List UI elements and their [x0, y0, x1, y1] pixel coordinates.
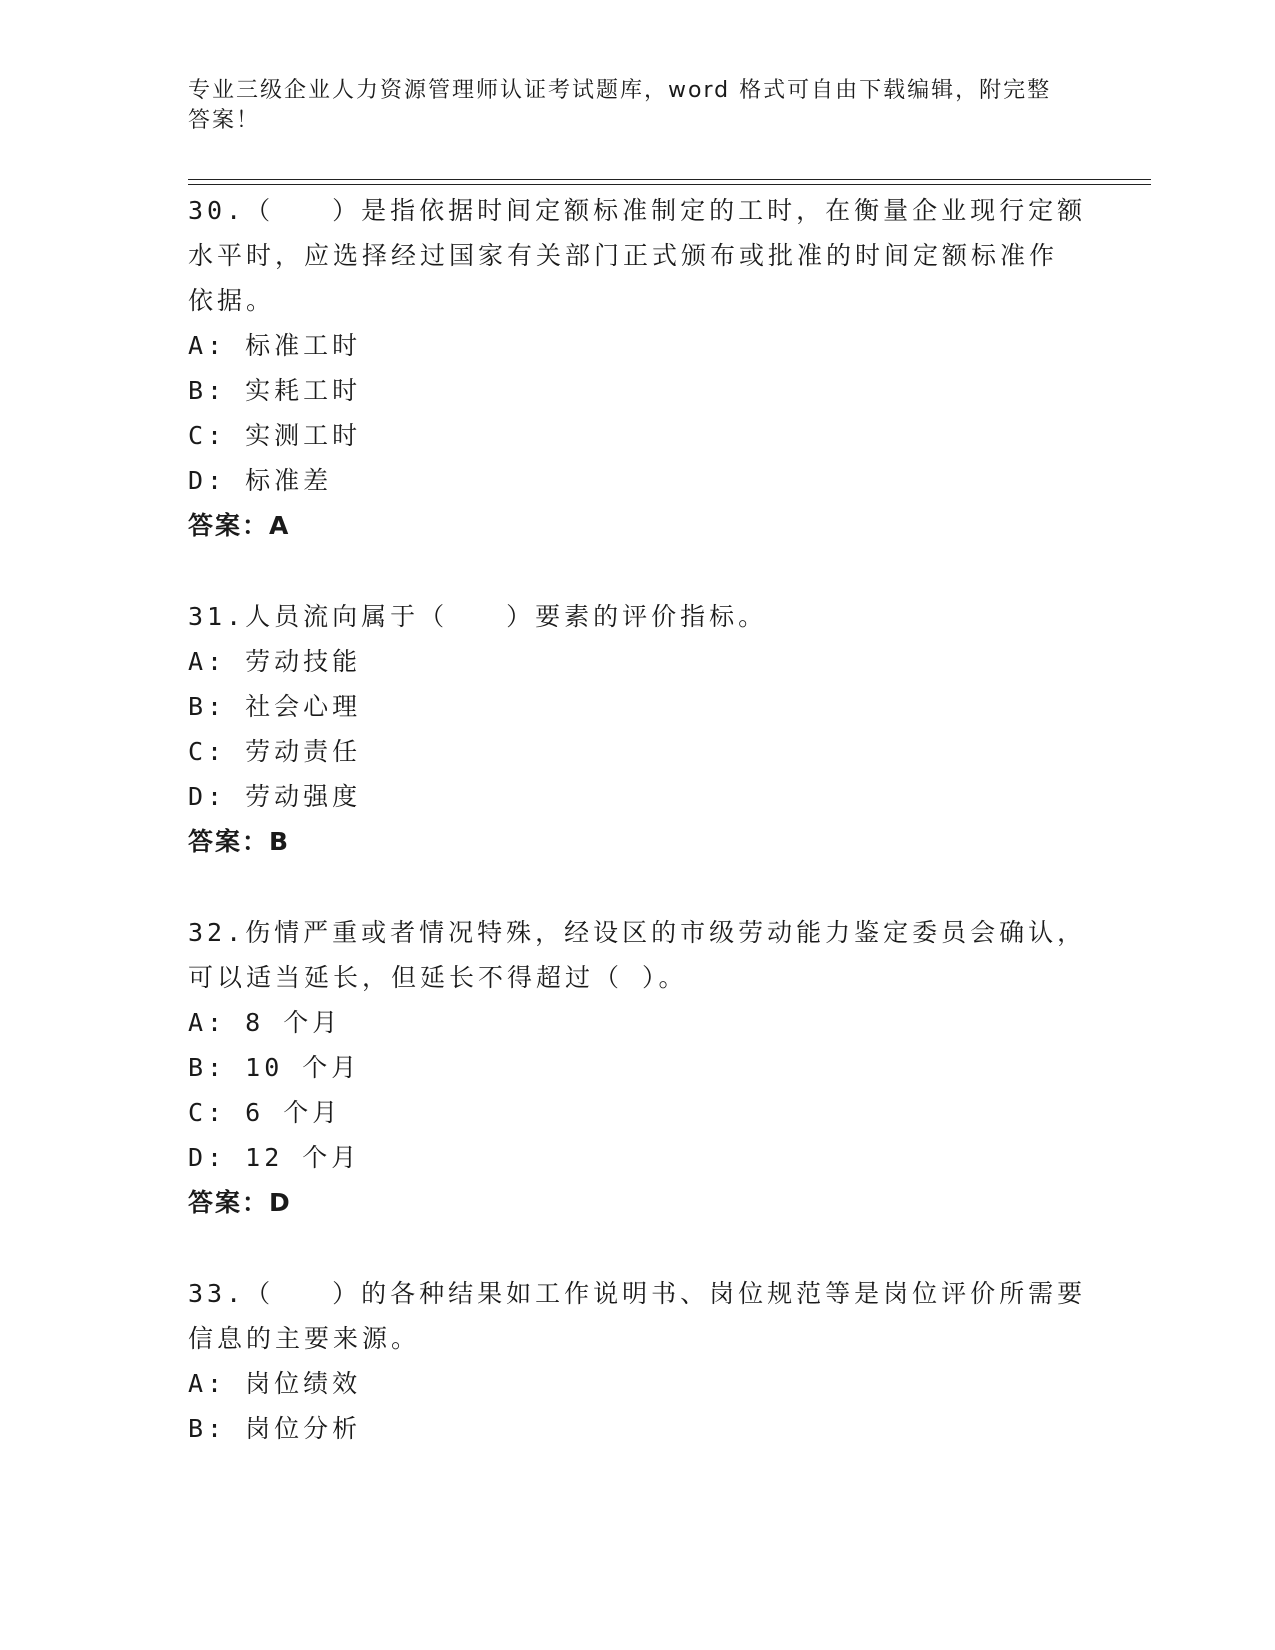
option-a: A: 岗位绩效 [188, 1369, 362, 1398]
option-b: B: 10 个月 [188, 1053, 361, 1082]
question-31 [188, 594, 1088, 864]
header-rule-bottom [188, 184, 1151, 185]
answer-label: 答案：D [188, 1188, 292, 1217]
option-a: A: 8 个月 [188, 1008, 342, 1037]
question-stem [188, 188, 1088, 323]
option-b: B: 实耗工时 [188, 376, 362, 405]
header-rule-top [188, 179, 1151, 180]
stem-line: 依据。 [188, 286, 276, 315]
question-list [188, 188, 1088, 1497]
option-d: D: 劳动强度 [188, 782, 362, 811]
option-a: A: 劳动技能 [188, 647, 362, 676]
question-stem [188, 910, 1088, 1000]
question-stem [188, 594, 1088, 639]
stem-line: 信息的主要来源。 [188, 1324, 421, 1353]
question-stem [188, 1271, 1088, 1361]
option-d: D: 12 个月 [188, 1143, 361, 1172]
answer-label: 答案：B [188, 827, 291, 856]
option-b: B: 社会心理 [188, 692, 362, 721]
question-32 [188, 910, 1088, 1225]
option-c: C: 劳动责任 [188, 737, 362, 766]
document-header [188, 76, 1068, 136]
answer-label: 答案：A [188, 511, 291, 540]
stem-line: 可以适当延长，但延长不得超过（ ）。 [188, 963, 688, 992]
option-d: D: 标准差 [188, 466, 333, 495]
stem-line: 水平时，应选择经过国家有关部门正式颁布或批准的时间定额标准作 [188, 241, 1059, 270]
stem-line: 30.（ ）是指依据时间定额标准制定的工时，在衡量企业现行定额 [188, 196, 1087, 225]
question-30 [188, 188, 1088, 548]
stem-line: 32.伤情严重或者情况特殊，经设区的市级劳动能力鉴定委员会确认， [188, 918, 1087, 947]
option-c: C: 6 个月 [188, 1098, 342, 1127]
option-b: B: 岗位分析 [188, 1414, 362, 1443]
option-c: C: 实测工时 [188, 421, 362, 450]
header-line-1: 专业三级企业人力资源管理师认证考试题库，word 格式可自由下载编辑，附完整 [188, 78, 1052, 103]
stem-line: 31.人员流向属于（ ）要素的评价指标。 [188, 602, 768, 631]
option-a: A: 标准工时 [188, 331, 362, 360]
question-33 [188, 1271, 1088, 1451]
stem-line: 33.（ ）的各种结果如工作说明书、岗位规范等是岗位评价所需要 [188, 1279, 1087, 1308]
header-line-2: 答案！ [188, 108, 261, 133]
